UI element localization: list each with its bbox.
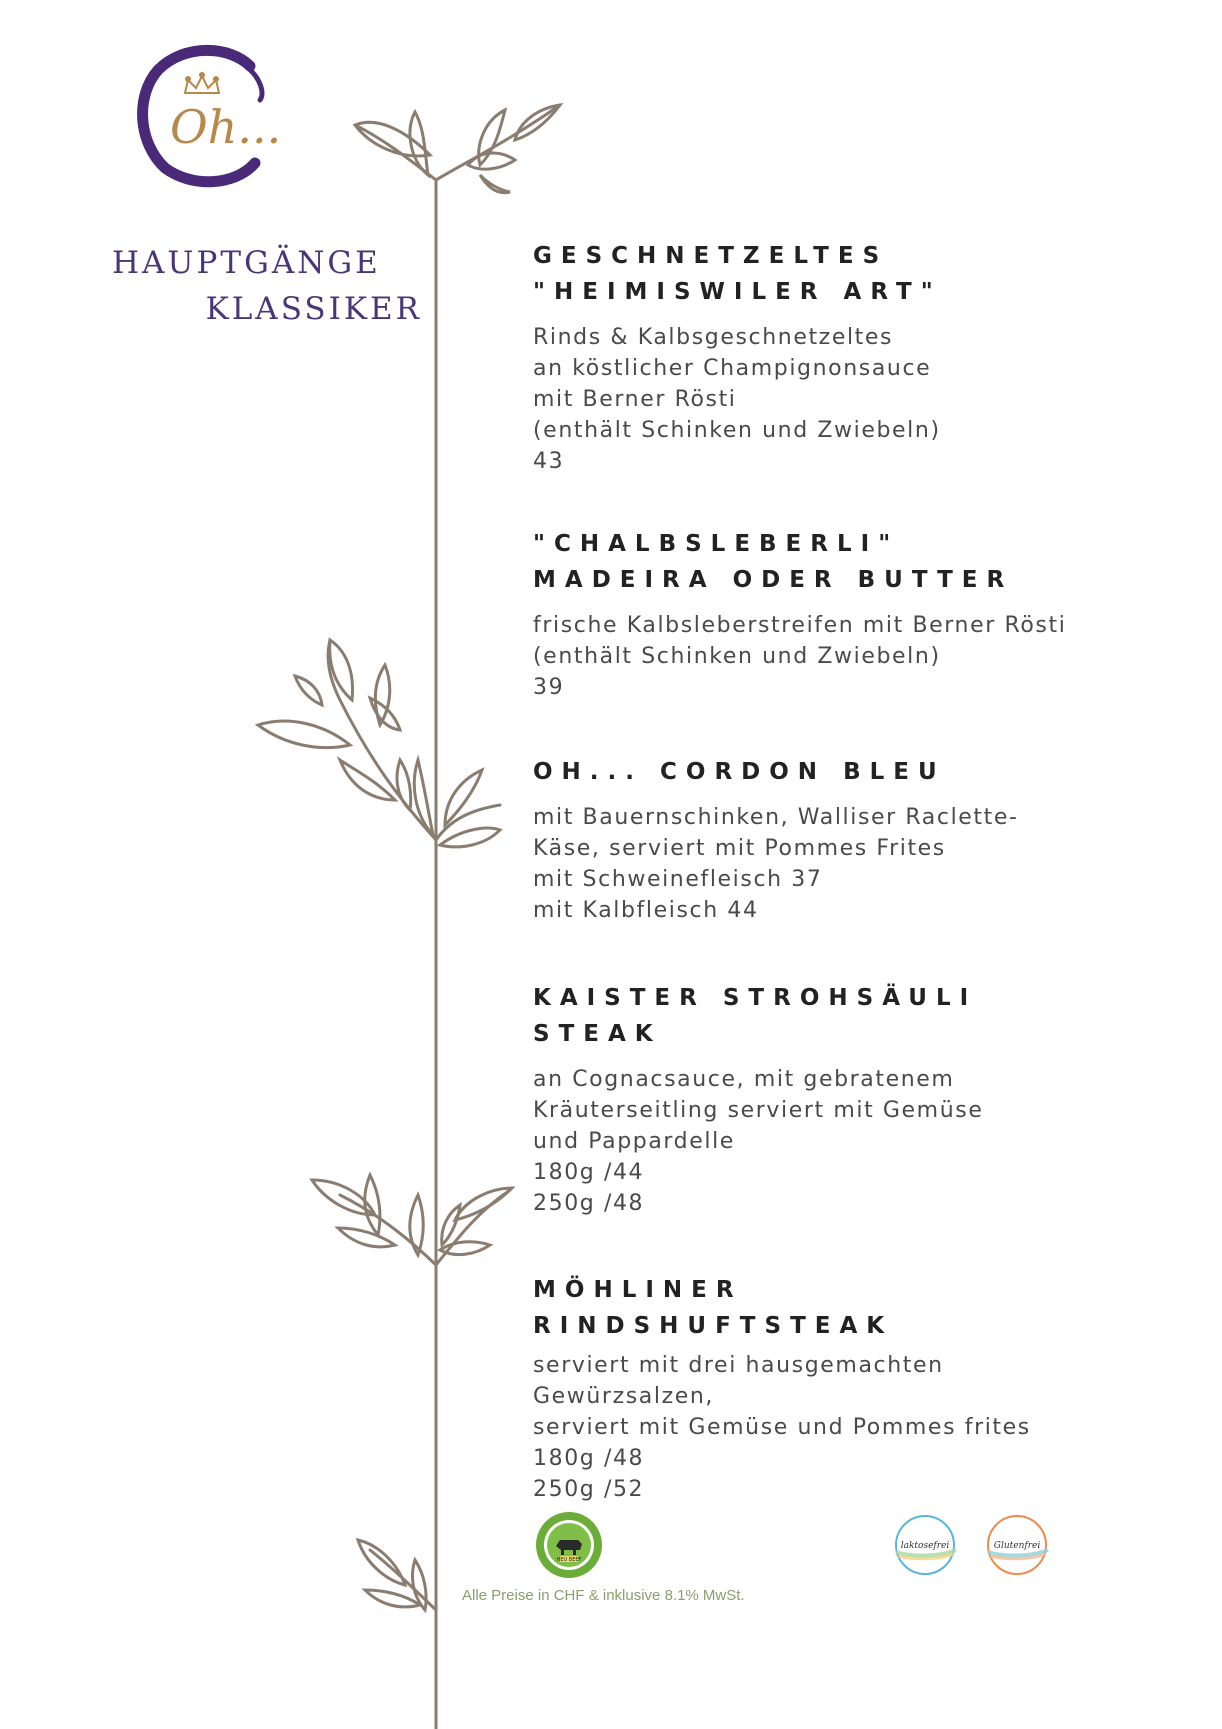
dish-title <box>533 526 1133 598</box>
dish-title-line: "CHALBSLEBERLI" <box>533 531 900 557</box>
description-line: mit Schweinefleisch 37 <box>533 867 823 892</box>
restaurant-logo <box>130 38 280 188</box>
dish-price: 250g /48 <box>533 1191 645 1216</box>
section-title <box>112 240 422 332</box>
dish-description <box>533 322 1133 477</box>
dish-title <box>533 238 1133 310</box>
description-line: und Pappardelle <box>533 1129 735 1154</box>
dish-title-line: GESCHNETZELTES <box>533 243 889 269</box>
dish-price: 250g /52 <box>533 1477 645 1502</box>
dish-rindshuftsteak <box>533 1272 1133 1505</box>
description-line: Gewürzsalzen, <box>533 1384 714 1409</box>
description-line: an köstlicher Champignonsauce <box>533 356 932 381</box>
dish-title-line: "HEIMISWILER ART" <box>533 279 942 305</box>
badge-beef-label: HEU BEEF <box>556 1557 582 1563</box>
dish-description <box>533 610 1133 703</box>
logo-text: Oh... <box>170 100 280 154</box>
dish-title-line: KAISTER STROHSÄULI <box>533 985 978 1011</box>
dish-description <box>533 802 1133 926</box>
dish-price: 180g /44 <box>533 1160 645 1185</box>
dish-title-line: OH... CORDON BLEU <box>533 759 946 785</box>
dish-description <box>533 1064 1133 1219</box>
gluten-free-badge-icon <box>982 1512 1052 1578</box>
description-line: Käse, serviert mit Pommes Frites <box>533 836 946 861</box>
dish-cordon-bleu <box>533 754 1133 926</box>
dish-description <box>533 1350 1133 1505</box>
logo-ring-icon <box>130 38 280 188</box>
description-line: mit Bauernschinken, Walliser Raclette- <box>533 805 1019 830</box>
dish-strohsaeuli-steak <box>533 980 1133 1219</box>
dish-title <box>533 754 1133 790</box>
description-line: an Cognacsauce, mit gebratenem <box>533 1067 955 1092</box>
crown-icon <box>185 73 219 93</box>
description-line: Kräuterseitling serviert mit Gemüse <box>533 1098 984 1123</box>
dish-title <box>533 980 1133 1052</box>
section-title-line1: HAUPTGÄNGE <box>112 245 381 281</box>
description-line: mit Berner Rösti <box>533 387 737 412</box>
dish-title-line: MADEIRA ODER BUTTER <box>533 567 1014 593</box>
dish-price: 43 <box>533 449 565 474</box>
dish-chalbsleberli <box>533 526 1133 703</box>
heu-beef-badge-icon <box>534 1510 604 1580</box>
badge-gluten-label: Glutenfrei <box>993 1541 1041 1551</box>
dish-title-line: RINDSHUFTSTEAK <box>533 1313 894 1339</box>
dish-title-line: MÖHLINER <box>533 1277 743 1303</box>
description-line: serviert mit drei hausgemachten <box>533 1353 944 1378</box>
dish-title <box>533 1272 1133 1344</box>
description-line: Rinds & Kalbsgeschnetzeltes <box>533 325 894 350</box>
description-line: frische Kalbsleberstreifen mit Berner Rösti <box>533 613 1067 638</box>
badge-lactose-label: laktosefrei <box>900 1541 950 1551</box>
price-note: Alle Preise in CHF & inklusive 8.1% MwSt. <box>462 1587 745 1604</box>
lactose-free-badge-icon <box>890 1512 960 1578</box>
section-title-line2: KLASSIKER <box>205 291 422 327</box>
description-line: mit Kalbfleisch 44 <box>533 898 759 923</box>
dish-geschnetzeltes <box>533 238 1133 477</box>
description-line: (enthält Schinken und Zwiebeln) <box>533 418 941 443</box>
dish-title-line: STEAK <box>533 1021 662 1047</box>
description-line: serviert mit Gemüse und Pommes frites <box>533 1415 1031 1440</box>
dish-price: 39 <box>533 675 565 700</box>
description-line: (enthält Schinken und Zwiebeln) <box>533 644 941 669</box>
dish-price: 180g /48 <box>533 1446 645 1471</box>
